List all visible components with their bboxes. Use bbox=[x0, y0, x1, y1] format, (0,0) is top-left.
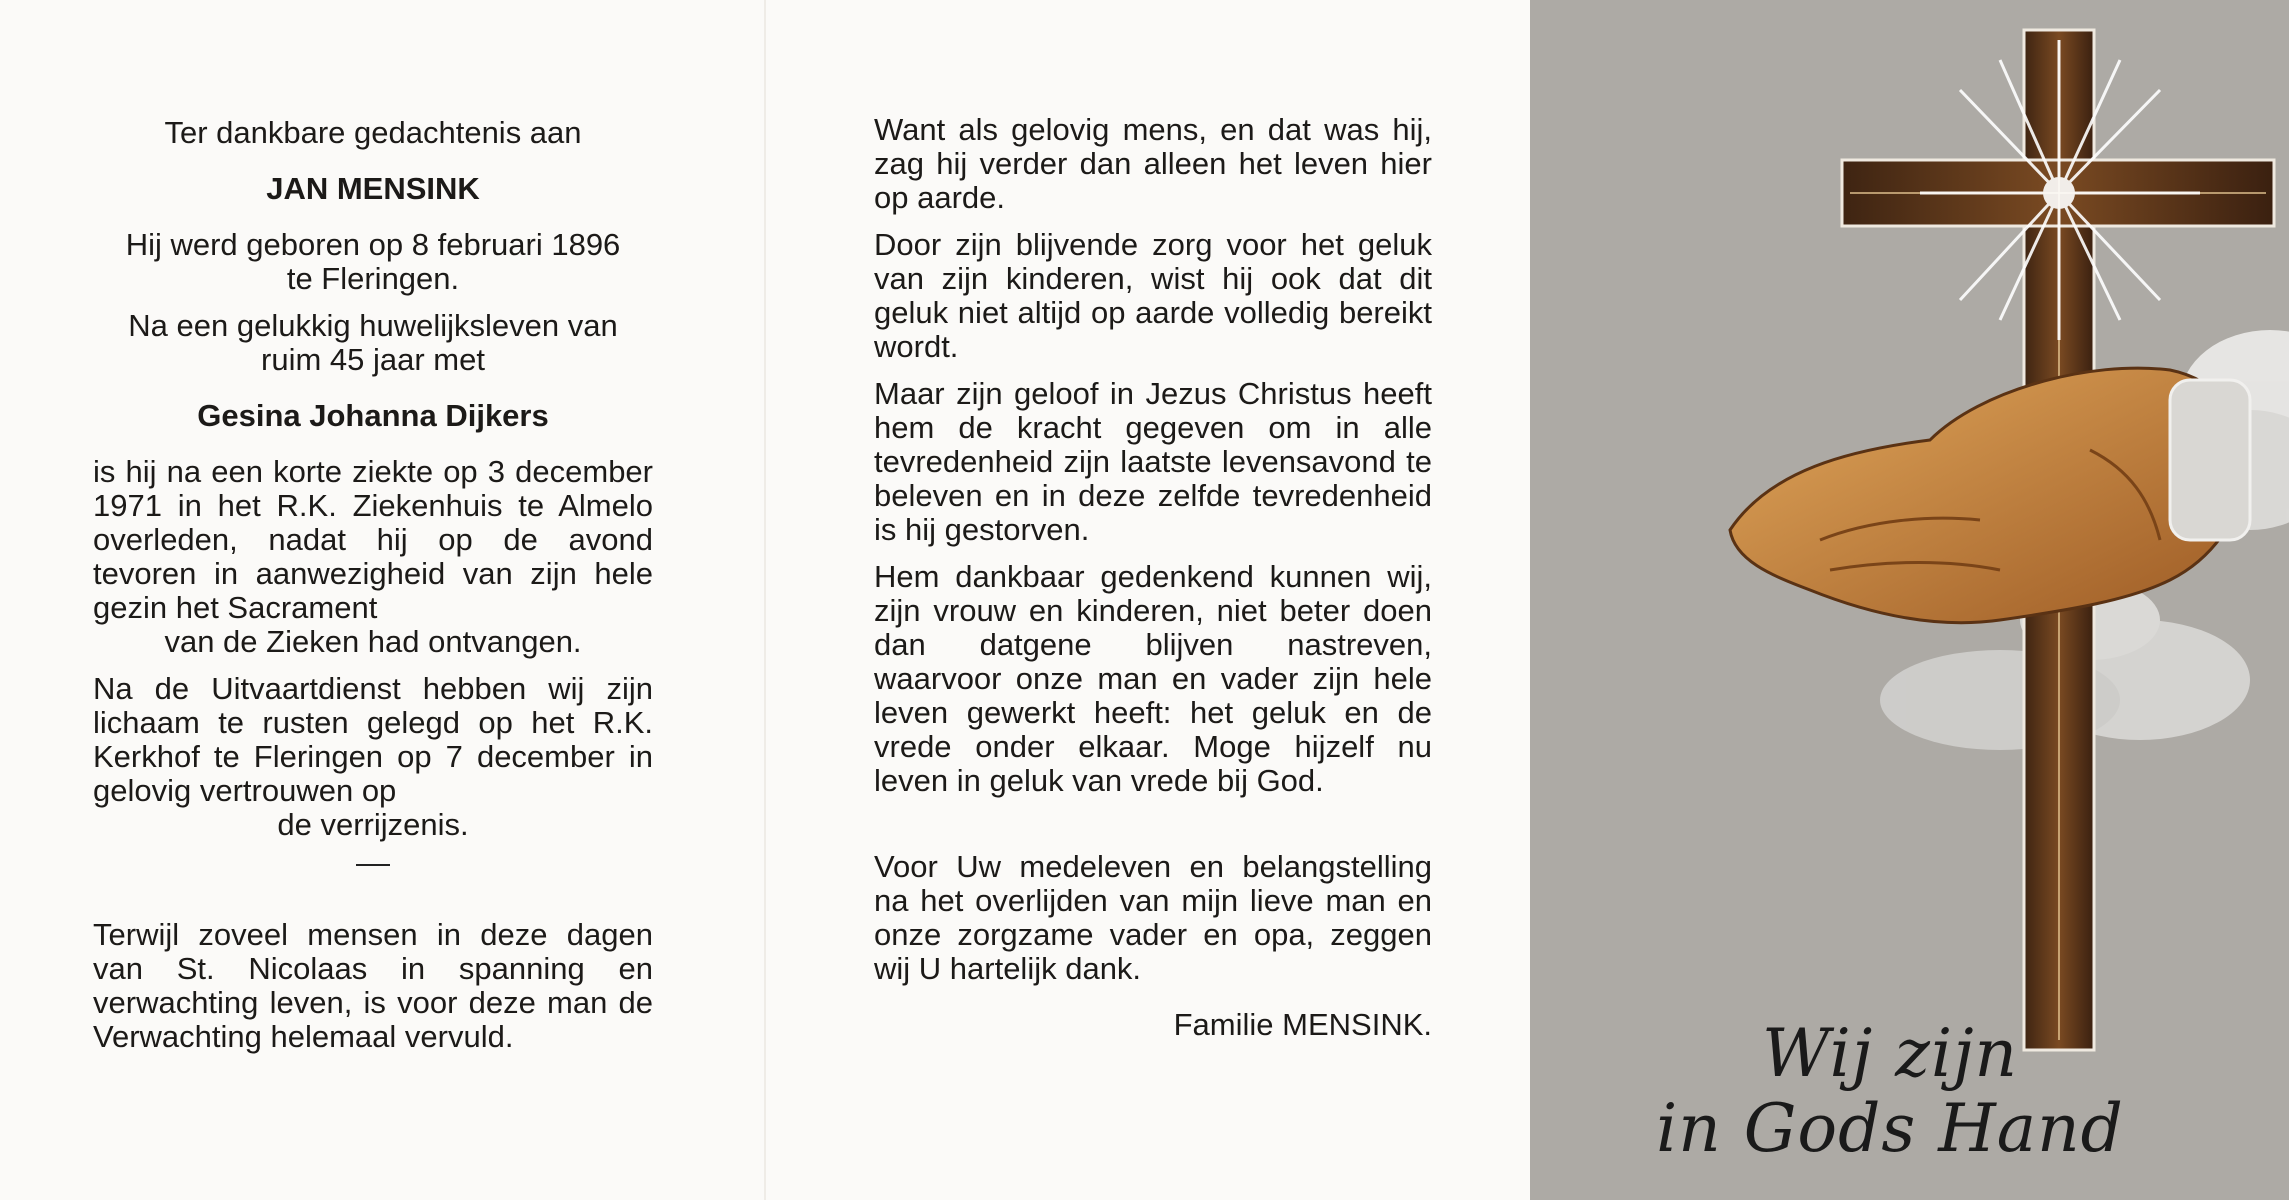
right-text-column bbox=[874, 113, 1432, 1042]
burial-paragraph-last: de verrijzenis. bbox=[277, 807, 469, 842]
religious-image-panel bbox=[1530, 0, 2289, 1200]
belief-paragraph: Maar zijn geloof in Jezus Christus heeft hem de kracht gegeven om in alle tevredenheid zijn laatste levensavond te beleven en in deze zelfde tevredenheid is hij gestorven. bbox=[874, 376, 1432, 547]
left-column bbox=[93, 116, 653, 1054]
deceased-name: JAN MENSINK bbox=[266, 171, 480, 206]
birth-line-1: Hij werd geboren op 8 februari 1896 bbox=[125, 227, 621, 262]
marriage-line-2: ruim 45 jaar met bbox=[261, 342, 485, 377]
fold-line bbox=[764, 0, 766, 1200]
script-line-2: in Gods Hand bbox=[1656, 1090, 2124, 1167]
care-paragraph: Door zijn blijvende zorg voor het geluk van zijn kinderen, wist hij ook dat dit geluk niet altijd op aarde volledig bereikt wordt. bbox=[874, 227, 1432, 364]
family-signature: Familie MENSINK. bbox=[1173, 1007, 1432, 1042]
nicolaas-paragraph: Terwijl zoveel mensen in deze dagen van St. Nicolaas in spanning en verwachting leven, is voor deze man de Verwachting helemaal vervuld. bbox=[93, 917, 653, 1054]
burial-paragraph: Na de Uitvaartdienst hebben wij zijn lichaam te rusten gelegd op het R.K. Kerkhof te Fleringen op 7 december in gelovig vertrouwen op bbox=[93, 671, 653, 808]
script-line-1: Wij zijn bbox=[1761, 1015, 2019, 1092]
faith-paragraph: Want als gelovig mens, en dat was hij, zag hij verder dan alleen het leven hier op aarde. bbox=[874, 112, 1432, 215]
death-paragraph: is hij na een korte ziekte op 3 december 1971 in het R.K. Ziekenhuis te Almelo overleden, nadat hij op de avond tevoren in aanwezigheid van zijn hele gezin het Sacrament bbox=[93, 454, 653, 625]
remembrance-paragraph: Hem dankbaar gedenkend kunnen wij, zijn vrouw en kinderen, niet beter doen dan datgene blijven nastreven, waarvoor onze man en vader zijn hele leven gewerkt heeft: het geluk en de vrede onder elkaar. Moge hijzelf nu leven in geluk van vrede bij God. bbox=[874, 559, 1432, 798]
thanks-paragraph: Voor Uw medeleven en belangstelling na het overlijden van mijn lieve man en onze zorgzame vader en opa, zeggen wij U hartelijk dank. bbox=[874, 849, 1432, 986]
intro-line: Ter dankbare gedachtenis aan bbox=[164, 115, 582, 150]
death-paragraph-last: van de Zieken had ontvangen. bbox=[164, 624, 582, 659]
birth-line-2: te Fleringen. bbox=[286, 261, 460, 296]
spouse-name: Gesina Johanna Dijkers bbox=[197, 398, 549, 433]
marriage-line-1: Na een gelukkig huwelijksleven van bbox=[128, 308, 618, 343]
